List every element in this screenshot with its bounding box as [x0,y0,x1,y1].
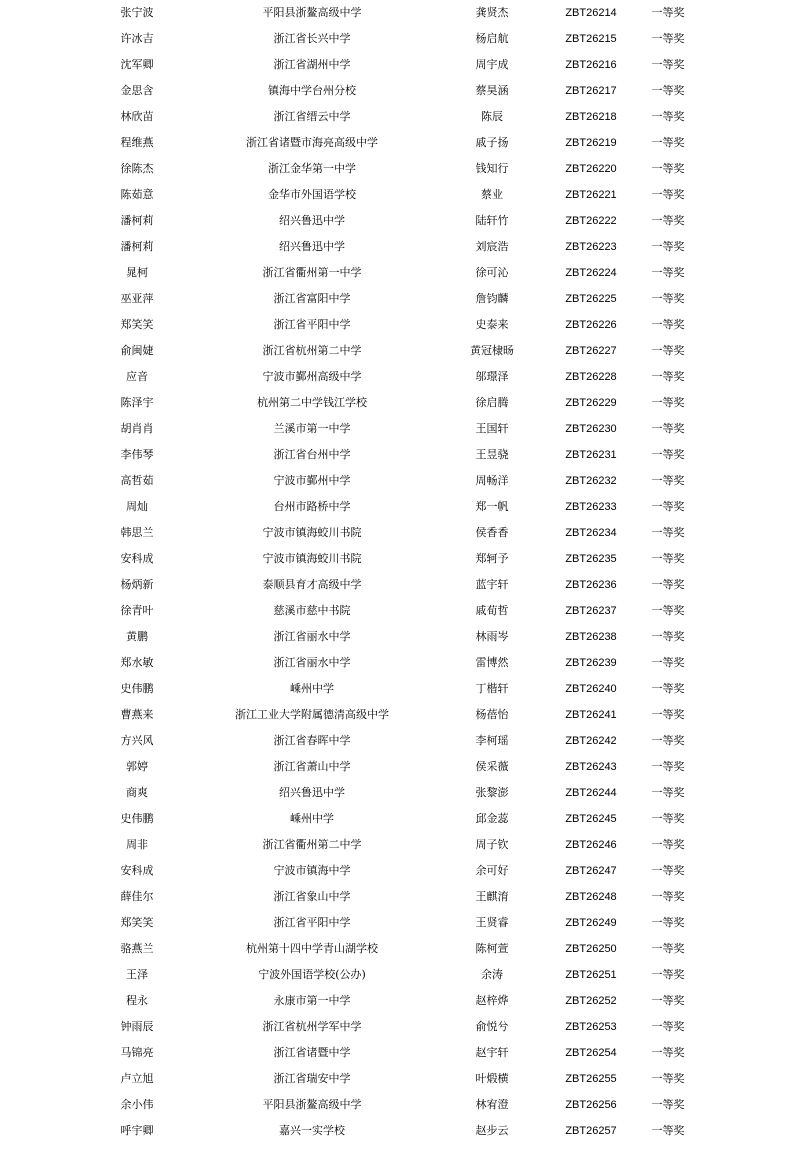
certificate-id-cell: ZBT26224 [565,267,617,279]
table-row [0,442,798,468]
student-name-cell: 龚贤杰 [475,6,509,19]
student-name-cell: 雷博然 [475,656,509,669]
table-row [0,598,798,624]
award-level-cell: 一等奖 [651,942,685,955]
student-name-cell: 钱知行 [475,162,509,175]
table-row [0,1118,798,1144]
table-row [0,1092,798,1118]
table-row [0,650,798,676]
school-name-cell: 永康市第一中学 [273,994,351,1007]
student-name-cell: 邱金蕊 [475,812,509,825]
student-name-cell: 刘宸浩 [475,240,509,253]
school-name-cell: 宁波市镇海中学 [273,864,351,877]
award-level-cell: 一等奖 [651,266,685,279]
teacher-name-cell: 高哲茹 [120,474,154,487]
school-name-cell: 浙江省富阳中学 [273,292,351,305]
student-name-cell: 侯采薇 [475,760,509,773]
certificate-id-cell: ZBT26246 [565,839,617,851]
student-name-cell: 戚荀哲 [475,604,509,617]
award-level-cell: 一等奖 [651,344,685,357]
student-name-cell: 丁楷轩 [475,682,509,695]
award-level-cell: 一等奖 [651,1124,685,1137]
teacher-name-cell: 张宁波 [120,6,154,19]
school-name-cell: 平阳县浙鳌高级中学 [262,6,362,19]
student-name-cell: 王贤睿 [475,916,509,929]
certificate-id-cell: ZBT26218 [565,111,617,123]
award-level-cell: 一等奖 [651,734,685,747]
table-row [0,728,798,754]
certificate-id-cell: ZBT26216 [565,59,617,71]
student-name-cell: 林宥澄 [475,1098,509,1111]
teacher-name-cell: 许冰吉 [120,32,154,45]
school-name-cell: 宁波外国语学校(公办) [258,968,366,981]
certificate-id-cell: ZBT26250 [565,943,617,955]
certificate-id-cell: ZBT26238 [565,631,617,643]
school-name-cell: 宁波市镇海蛟川书院 [262,552,362,565]
student-name-cell: 李柯瑶 [475,734,509,747]
table-row [0,104,798,130]
certificate-id-cell: ZBT26244 [565,787,617,799]
student-name-cell: 赵步云 [475,1124,509,1137]
table-row [0,988,798,1014]
award-level-cell: 一等奖 [651,526,685,539]
award-level-cell: 一等奖 [651,890,685,903]
certificate-id-cell: ZBT26236 [565,579,617,591]
school-name-cell: 嵊州中学 [290,812,334,825]
school-name-cell: 浙江省平阳中学 [273,916,351,929]
certificate-id-cell: ZBT26217 [565,85,617,97]
certificate-id-cell: ZBT26220 [565,163,617,175]
certificate-id-cell: ZBT26247 [565,865,617,877]
school-name-cell: 宁波市鄞州中学 [273,474,351,487]
award-level-cell: 一等奖 [651,1020,685,1033]
table-row [0,78,798,104]
certificate-id-cell: ZBT26228 [565,371,617,383]
award-level-cell: 一等奖 [651,708,685,721]
teacher-name-cell: 卢立旭 [120,1072,154,1085]
table-row [0,936,798,962]
award-level-cell: 一等奖 [651,448,685,461]
table-row [0,780,798,806]
award-level-cell: 一等奖 [651,474,685,487]
table-row [0,208,798,234]
certificate-id-cell: ZBT26230 [565,423,617,435]
school-name-cell: 浙江工业大学附属德清高级中学 [235,708,389,721]
table-row [0,156,798,182]
school-name-cell: 浙江省缙云中学 [273,110,351,123]
certificate-id-cell: ZBT26221 [565,189,617,201]
certificate-id-cell: ZBT26252 [565,995,617,1007]
teacher-name-cell: 郑水敏 [120,656,154,669]
award-level-cell: 一等奖 [651,240,685,253]
table-row [0,0,798,26]
teacher-name-cell: 晁柯 [126,266,148,279]
table-row [0,1066,798,1092]
certificate-id-cell: ZBT26255 [565,1073,617,1085]
teacher-name-cell: 安科成 [120,864,154,877]
award-level-cell: 一等奖 [651,630,685,643]
teacher-name-cell: 俞闽婕 [120,344,154,357]
table-row [0,312,798,338]
certificate-id-cell: ZBT26219 [565,137,617,149]
teacher-name-cell: 潘柯莉 [120,240,154,253]
teacher-name-cell: 呼宇卿 [120,1124,154,1137]
certificate-id-cell: ZBT26231 [565,449,617,461]
table-row [0,390,798,416]
certificate-id-cell: ZBT26257 [565,1125,617,1137]
school-name-cell: 绍兴鲁迅中学 [279,786,345,799]
table-row [0,572,798,598]
table-row [0,754,798,780]
student-name-cell: 赵梓烨 [475,994,509,1007]
school-name-cell: 浙江省长兴中学 [273,32,351,45]
teacher-name-cell: 胡肖肖 [120,422,154,435]
table-row [0,702,798,728]
teacher-name-cell: 林欣苗 [120,110,154,123]
student-name-cell: 余涛 [481,968,503,981]
certificate-id-cell: ZBT26227 [565,345,617,357]
school-name-cell: 宁波市鄞州高级中学 [262,370,362,383]
student-name-cell: 郑轲予 [475,552,509,565]
teacher-name-cell: 史伟鹏 [120,812,154,825]
school-name-cell: 浙江省诸暨市海亮高级中学 [246,136,378,149]
certificate-id-cell: ZBT26240 [565,683,617,695]
teacher-name-cell: 徐陈杰 [120,162,154,175]
teacher-name-cell: 骆燕兰 [120,942,154,955]
student-name-cell: 周子钦 [475,838,509,851]
student-name-cell: 徐启腾 [475,396,509,409]
award-level-cell: 一等奖 [651,84,685,97]
award-level-cell: 一等奖 [651,58,685,71]
school-name-cell: 平阳县浙鳌高级中学 [262,1098,362,1111]
award-level-cell: 一等奖 [651,578,685,591]
certificate-id-cell: ZBT26215 [565,33,617,45]
student-name-cell: 黄冠棣旸 [470,344,514,357]
award-level-cell: 一等奖 [651,682,685,695]
student-name-cell: 杨蓓怡 [475,708,509,721]
teacher-name-cell: 程永 [126,994,148,1007]
table-row [0,468,798,494]
table-row [0,676,798,702]
table-row [0,546,798,572]
teacher-name-cell: 杨炳新 [120,578,154,591]
table-row [0,910,798,936]
certificate-id-cell: ZBT26229 [565,397,617,409]
certificate-id-cell: ZBT26232 [565,475,617,487]
table-row [0,52,798,78]
award-level-cell: 一等奖 [651,422,685,435]
student-name-cell: 王国轩 [475,422,509,435]
table-row [0,1014,798,1040]
table-row [0,884,798,910]
student-name-cell: 俞悦兮 [475,1020,509,1033]
certificate-id-cell: ZBT26226 [565,319,617,331]
student-name-cell: 侯香香 [475,526,509,539]
certificate-id-cell: ZBT26237 [565,605,617,617]
teacher-name-cell: 钟雨辰 [120,1020,154,1033]
certificate-id-cell: ZBT26241 [565,709,617,721]
certificate-id-cell: ZBT26256 [565,1099,617,1111]
award-level-cell: 一等奖 [651,786,685,799]
teacher-name-cell: 王泽 [126,968,148,981]
award-level-cell: 一等奖 [651,968,685,981]
certificate-id-cell: ZBT26235 [565,553,617,565]
student-name-cell: 陈柯萱 [475,942,509,955]
school-name-cell: 浙江省衢州第一中学 [262,266,362,279]
award-level-cell: 一等奖 [651,1046,685,1059]
student-name-cell: 蔡昊涵 [475,84,509,97]
student-name-cell: 杨启航 [475,32,509,45]
teacher-name-cell: 徐青叶 [120,604,154,617]
school-name-cell: 浙江省丽水中学 [273,630,351,643]
award-level-cell: 一等奖 [651,162,685,175]
student-name-cell: 邬璟泽 [475,370,509,383]
student-name-cell: 林雨岑 [475,630,509,643]
student-name-cell: 蓝宇轩 [475,578,509,591]
school-name-cell: 浙江省台州中学 [273,448,351,461]
teacher-name-cell: 李伟琴 [120,448,154,461]
table-row [0,182,798,208]
student-name-cell: 郑一帆 [475,500,509,513]
student-name-cell: 陈辰 [481,110,503,123]
table-row [0,806,798,832]
certificate-id-cell: ZBT26242 [565,735,617,747]
award-level-cell: 一等奖 [651,1098,685,1111]
teacher-name-cell: 史伟鹏 [120,682,154,695]
school-name-cell: 浙江省象山中学 [273,890,351,903]
school-name-cell: 浙江省丽水中学 [273,656,351,669]
student-name-cell: 詹钧麟 [475,292,509,305]
student-name-cell: 周宇成 [475,58,509,71]
teacher-name-cell: 方兴风 [120,734,154,747]
school-name-cell: 浙江省平阳中学 [273,318,351,331]
school-name-cell: 金华市外国语学校 [268,188,356,201]
school-name-cell: 慈溪市慈中书院 [273,604,351,617]
award-level-cell: 一等奖 [651,6,685,19]
award-level-cell: 一等奖 [651,370,685,383]
table-row [0,962,798,988]
teacher-name-cell: 周灿 [126,500,148,513]
school-name-cell: 浙江省杭州学军中学 [262,1020,362,1033]
school-name-cell: 浙江省湖州中学 [273,58,351,71]
teacher-name-cell: 周非 [126,838,148,851]
teacher-name-cell: 黄鹏 [126,630,148,643]
award-level-cell: 一等奖 [651,838,685,851]
teacher-name-cell: 陈泽宇 [120,396,154,409]
school-name-cell: 浙江省萧山中学 [273,760,351,773]
award-level-cell: 一等奖 [651,760,685,773]
teacher-name-cell: 安科成 [120,552,154,565]
table-row [0,260,798,286]
table-row [0,494,798,520]
school-name-cell: 绍兴鲁迅中学 [279,214,345,227]
school-name-cell: 绍兴鲁迅中学 [279,240,345,253]
teacher-name-cell: 金思含 [120,84,154,97]
award-level-cell: 一等奖 [651,604,685,617]
award-level-cell: 一等奖 [651,396,685,409]
table-row [0,130,798,156]
award-level-cell: 一等奖 [651,812,685,825]
certificate-id-cell: ZBT26222 [565,215,617,227]
table-row [0,1040,798,1066]
student-name-cell: 蔡业 [481,188,503,201]
award-level-cell: 一等奖 [651,110,685,123]
student-name-cell: 叶煅横 [475,1072,509,1085]
table-row [0,364,798,390]
school-name-cell: 嘉兴一实学校 [279,1124,345,1137]
table-row [0,858,798,884]
table-row [0,234,798,260]
teacher-name-cell: 程维燕 [120,136,154,149]
award-level-cell: 一等奖 [651,916,685,929]
certificate-id-cell: ZBT26234 [565,527,617,539]
table-row [0,416,798,442]
table-row [0,26,798,52]
award-level-cell: 一等奖 [651,188,685,201]
teacher-name-cell: 郑笑笑 [120,916,154,929]
school-name-cell: 浙江省杭州第二中学 [262,344,362,357]
student-name-cell: 陆轩竹 [475,214,509,227]
certificate-id-cell: ZBT26253 [565,1021,617,1033]
school-name-cell: 杭州第十四中学青山湖学校 [246,942,378,955]
teacher-name-cell: 沈军卿 [120,58,154,71]
certificate-id-cell: ZBT26251 [565,969,617,981]
student-name-cell: 王麒淯 [475,890,509,903]
certificate-id-cell: ZBT26245 [565,813,617,825]
teacher-name-cell: 郭婷 [126,760,148,773]
certificate-id-cell: ZBT26233 [565,501,617,513]
certificate-id-cell: ZBT26214 [565,7,617,19]
table-row [0,520,798,546]
award-level-cell: 一等奖 [651,318,685,331]
award-level-cell: 一等奖 [651,214,685,227]
student-name-cell: 戚子扬 [475,136,509,149]
school-name-cell: 浙江省春晖中学 [273,734,351,747]
award-level-cell: 一等奖 [651,1072,685,1085]
table-row [0,624,798,650]
student-name-cell: 赵宇轩 [475,1046,509,1059]
award-level-cell: 一等奖 [651,32,685,45]
school-name-cell: 浙江省诸暨中学 [273,1046,351,1059]
certificate-id-cell: ZBT26225 [565,293,617,305]
award-level-cell: 一等奖 [651,994,685,1007]
school-name-cell: 宁波市镇海蛟川书院 [262,526,362,539]
teacher-name-cell: 商爽 [126,786,148,799]
teacher-name-cell: 郑笑笑 [120,318,154,331]
teacher-name-cell: 余小伟 [120,1098,154,1111]
award-level-cell: 一等奖 [651,656,685,669]
student-name-cell: 张黎澎 [475,786,509,799]
award-level-cell: 一等奖 [651,552,685,565]
school-name-cell: 杭州第二中学钱江学校 [257,396,367,409]
certificate-id-cell: ZBT26239 [565,657,617,669]
teacher-name-cell: 马锦亮 [120,1046,154,1059]
teacher-name-cell: 潘柯莉 [120,214,154,227]
teacher-name-cell: 曹燕来 [120,708,154,721]
certificate-id-cell: ZBT26243 [565,761,617,773]
table-row [0,286,798,312]
certificate-id-cell: ZBT26223 [565,241,617,253]
student-name-cell: 徐可沁 [475,266,509,279]
student-name-cell: 王昱骁 [475,448,509,461]
student-name-cell: 周畅洋 [475,474,509,487]
school-name-cell: 台州市路桥中学 [273,500,351,513]
award-level-cell: 一等奖 [651,864,685,877]
teacher-name-cell: 应音 [126,370,148,383]
school-name-cell: 浙江金华第一中学 [268,162,356,175]
certificate-id-cell: ZBT26254 [565,1047,617,1059]
school-name-cell: 嵊州中学 [290,682,334,695]
teacher-name-cell: 陈茹意 [120,188,154,201]
table-row [0,338,798,364]
school-name-cell: 泰顺县育才高级中学 [262,578,362,591]
award-level-cell: 一等奖 [651,500,685,513]
teacher-name-cell: 薛佳尔 [120,890,154,903]
table-row [0,832,798,858]
school-name-cell: 兰溪市第一中学 [273,422,351,435]
award-level-cell: 一等奖 [651,136,685,149]
teacher-name-cell: 韩思兰 [120,526,154,539]
student-name-cell: 史泰来 [475,318,509,331]
student-name-cell: 余可好 [475,864,509,877]
school-name-cell: 浙江省瑞安中学 [273,1072,351,1085]
certificate-id-cell: ZBT26249 [565,917,617,929]
school-name-cell: 浙江省衢州第二中学 [262,838,362,851]
school-name-cell: 镇海中学台州分校 [268,84,356,97]
teacher-name-cell: 巫亚萍 [120,292,154,305]
certificate-id-cell: ZBT26248 [565,891,617,903]
award-level-cell: 一等奖 [651,292,685,305]
